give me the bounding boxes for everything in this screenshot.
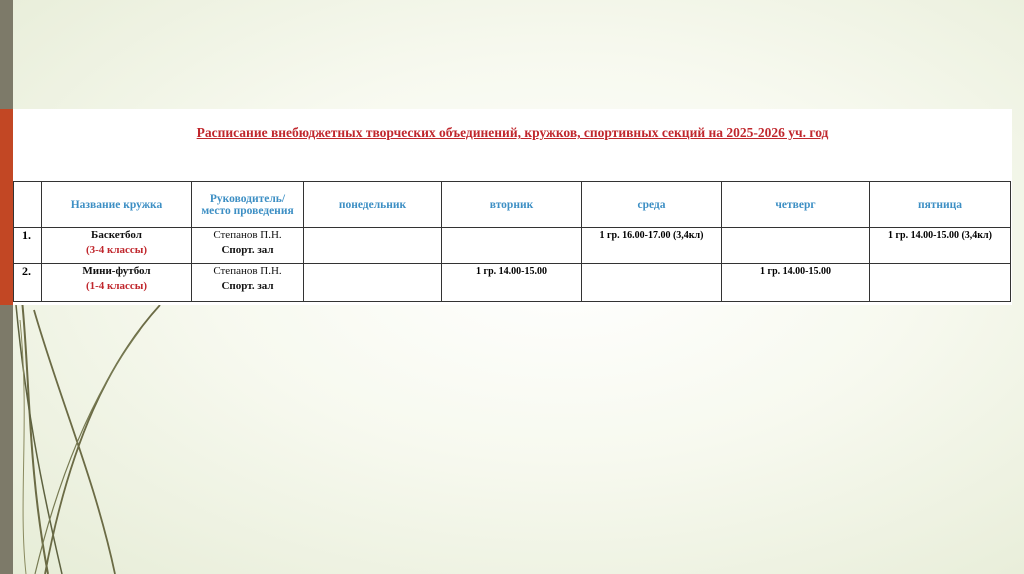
club-cell — [42, 228, 192, 264]
leader-place: Спорт. зал — [221, 244, 274, 256]
header-club-name: Название кружка — [42, 182, 192, 228]
leader-cell — [192, 228, 304, 264]
table-row — [14, 264, 1011, 302]
header-leader: Руководитель/ место проведения — [192, 182, 304, 228]
slot-wednesday — [582, 264, 722, 302]
club-grades: (3-4 классы) — [85, 244, 148, 256]
header-wednesday: среда — [582, 182, 722, 228]
slot-tuesday — [442, 228, 582, 264]
table-header-row — [14, 182, 1011, 228]
header-friday: пятница — [870, 182, 1011, 228]
slot-thursday — [722, 228, 870, 264]
slot-thursday: 1 гр. 14.00-15.00 — [722, 264, 870, 302]
leader-cell — [192, 264, 304, 302]
club-cell — [42, 264, 192, 302]
slot-tuesday: 1 гр. 14.00-15.00 — [442, 264, 582, 302]
schedule-sheet — [13, 109, 1012, 305]
leader-name: Степанов П.Н. — [213, 265, 282, 277]
leader-place: Спорт. зал — [221, 280, 274, 292]
row-number: 2. — [14, 264, 42, 302]
slot-wednesday: 1 гр. 16.00-17.00 (3,4кл) — [582, 228, 722, 264]
club-name: Мини-футбол — [82, 265, 151, 277]
slot-friday — [870, 264, 1011, 302]
header-num — [14, 182, 42, 228]
club-name: Баскетбол — [91, 229, 142, 241]
slot-friday: 1 гр. 14.00-15.00 (3,4кл) — [870, 228, 1011, 264]
slot-monday — [304, 228, 442, 264]
row-number: 1. — [14, 228, 42, 264]
header-tuesday: вторник — [442, 182, 582, 228]
leader-name: Степанов П.Н. — [213, 229, 282, 241]
table-row — [14, 228, 1011, 264]
header-thursday: четверг — [722, 182, 870, 228]
club-grades: (1-4 классы) — [85, 280, 148, 292]
slot-monday — [304, 264, 442, 302]
schedule-table — [13, 181, 1011, 302]
schedule-title: Расписание внебюджетных творческих объединений, кружков, спортивных секций на 2025-2026 уч. год — [196, 125, 829, 140]
header-monday: понедельник — [304, 182, 442, 228]
